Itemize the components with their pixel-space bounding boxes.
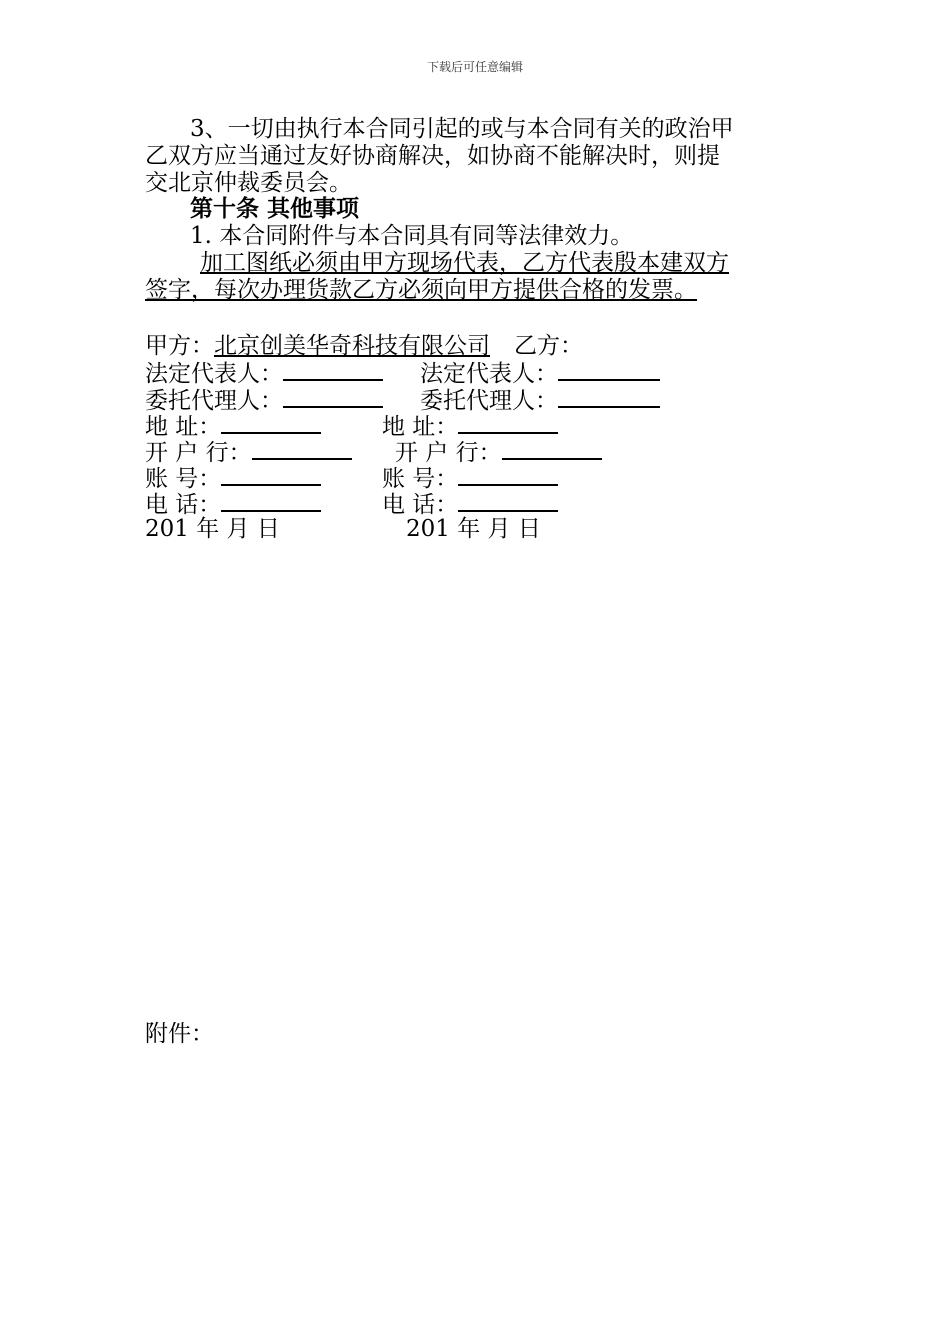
party-a-label: 甲方： [145, 333, 214, 359]
bank-row [145, 438, 502, 466]
agent-a-label: 委托代理人： [145, 388, 283, 414]
note-part-b: ，乙方代表殷本建双方 [499, 250, 729, 276]
address-b-label: 地 址： [382, 414, 459, 440]
page-header: 下载后可任意编辑 [426, 60, 523, 74]
clause10-item1: 1. 本合同附件与本合同具有同等法律效力。 [190, 223, 634, 249]
phone-row [145, 490, 459, 518]
note-line2-text: 签字，每次办理货款乙方必须向甲方提供合格的发票。 [145, 277, 697, 303]
agent-b-blank[interactable] [558, 386, 660, 408]
party-a-name: 北京创美华奇科技有限公司 [214, 333, 490, 359]
address-a-blank[interactable] [221, 412, 321, 434]
account-row [145, 464, 459, 492]
party-b-label: 乙方： [514, 333, 583, 359]
clause9-item3-line2: 乙双方应当通过友好协商解决，如协商不能解决时，则提 [145, 143, 720, 169]
clause9-item3-line3: 交北京仲裁委员会。 [145, 170, 352, 196]
agent-a-blank[interactable] [283, 386, 383, 408]
legal-rep-b-blank[interactable] [558, 359, 660, 381]
clause10-note-line1 [145, 250, 800, 277]
address-b-blank[interactable] [458, 412, 558, 434]
bank-b-blank[interactable] [502, 438, 602, 460]
legal-rep-a-label: 法定代表人： [145, 361, 283, 387]
date-a: 201 年 月 日 [145, 516, 280, 542]
phone-a-blank[interactable] [221, 490, 321, 512]
phone-b-blank[interactable] [458, 490, 558, 512]
address-a-label: 地 址： [145, 414, 222, 440]
agent-row [145, 386, 558, 414]
clause10-title: 第十条 其他事项 [190, 195, 360, 222]
attachment-label: 附件： [145, 1021, 214, 1047]
bank-b-label: 开 户 行： [395, 440, 502, 466]
legal-rep-a-blank[interactable] [283, 359, 383, 381]
account-b-blank[interactable] [458, 464, 558, 486]
date-b: 201 年 月 日 [406, 516, 541, 542]
legal-rep-row [145, 359, 558, 387]
date-row [145, 516, 541, 542]
party-row [145, 333, 583, 359]
phone-a-label: 电 话： [145, 492, 222, 518]
account-a-label: 账 号： [145, 466, 222, 492]
account-a-blank[interactable] [221, 464, 321, 486]
clause9-item3-line1: 3、一切由执行本合同引起的或与本合同有关的政治甲 [190, 116, 734, 142]
legal-rep-b-label: 法定代表人： [420, 361, 558, 387]
clause10-note-line2 [145, 277, 800, 304]
agent-b-label: 委托代理人： [420, 388, 558, 414]
bank-a-label: 开 户 行： [145, 440, 252, 466]
account-b-label: 账 号： [382, 466, 459, 492]
bank-a-blank[interactable] [252, 438, 352, 460]
address-row [145, 412, 459, 440]
note-part-a: 加工图纸必须由甲方现场代表 [200, 250, 499, 276]
phone-b-label: 电 话： [382, 492, 459, 518]
